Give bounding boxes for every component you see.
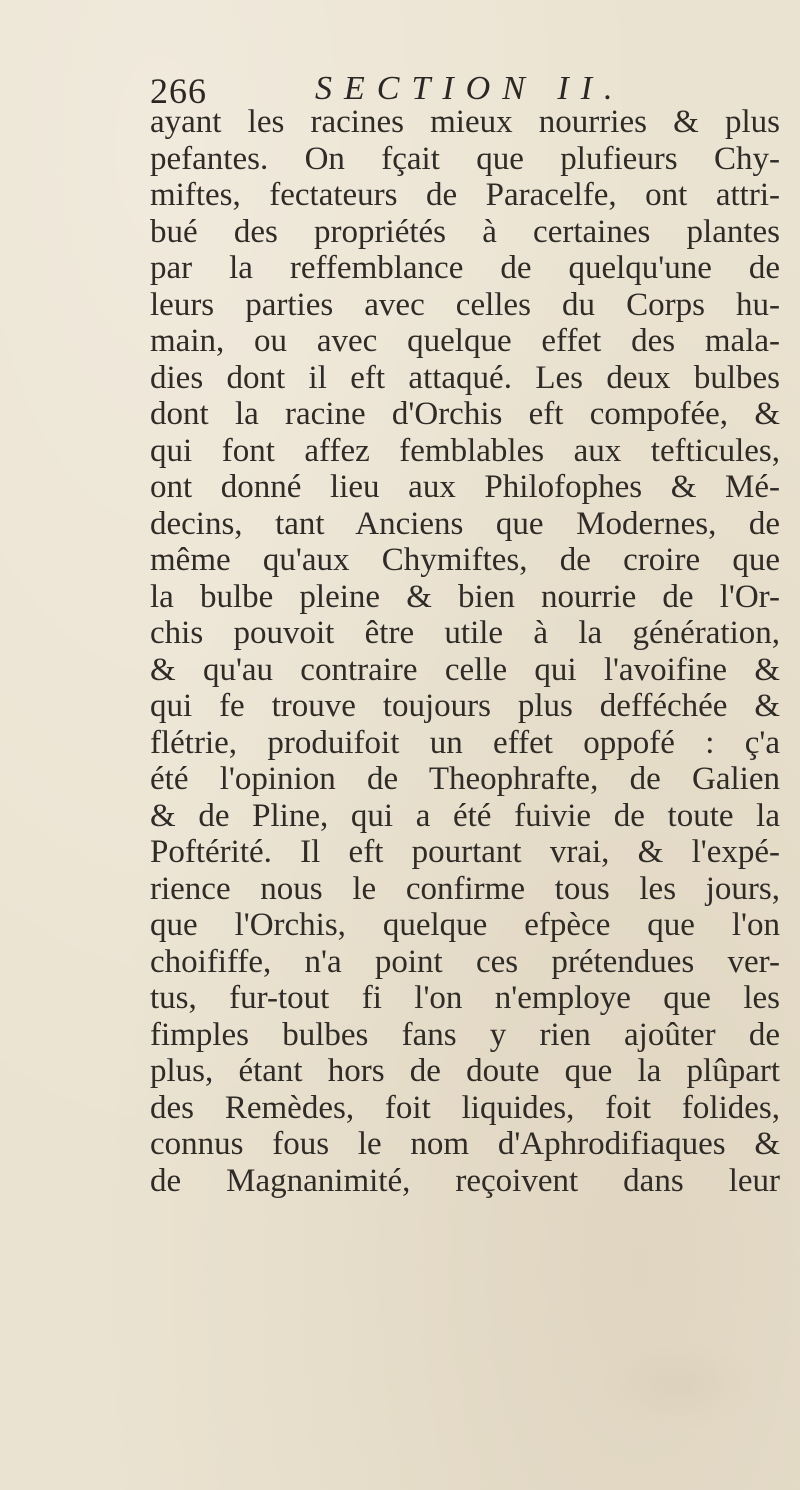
text-line-15: chis pouvoit être utile à la génération, [150, 615, 780, 651]
text-line-8: dies dont il eft attaqué. Les deux bulbes [150, 359, 780, 396]
text-line-6: leurs parties avec celles du Corps hu- [150, 286, 780, 323]
text-line-16: & qu'au contraire celle qui l'avoifine & [150, 651, 780, 688]
text-line-29: connus fous le nom d'Aphrodifiaques & [150, 1126, 780, 1162]
text-line-18: flétrie, produifoit un effet oppofé : ç'a [150, 724, 780, 761]
text-line-11: ont donné lieu aux Philofophes & Mé- [150, 469, 780, 505]
text-line-13: même qu'aux Chymiftes, de croire que [150, 542, 780, 578]
text-line-1: ayant les racines mieux nourries & plus [150, 104, 780, 140]
section-title: SECTION II. [315, 70, 625, 107]
text-line-21: Poftérité. Il eft pourtant vrai, & l'expé- [150, 834, 780, 870]
text-line-23: que l'Orchis, quelque efpèce que l'on [150, 907, 780, 943]
text-line-7: main, ou avec quelque effet des mala- [150, 323, 780, 359]
paper-stain [600, 1340, 760, 1430]
text-line-19: été l'opinion de Theophrafte, de Galien [150, 761, 780, 797]
text-line-9: dont la racine d'Orchis eft compofée, & [150, 396, 780, 432]
body-text [150, 104, 780, 1199]
text-line-25: tus, fur-tout fi l'on n'employe que les [150, 980, 780, 1016]
text-line-2: pefantes. On fçait que plufieurs Chy- [150, 140, 780, 177]
page-number: 266 [150, 71, 207, 111]
text-line-12: decins, tant Anciens que Modernes, de [150, 505, 780, 542]
text-line-24: choififfe, n'a point ces prétendues ver- [150, 943, 780, 980]
text-line-28: des Remèdes, foit liquides, foit folides, [150, 1089, 780, 1126]
text-line-22: rience nous le confirme tous les jours, [150, 870, 780, 907]
text-line-20: & de Pline, qui a été fuivie de toute la [150, 797, 780, 834]
text-line-4: bué des propriétés à certaines plantes [150, 213, 780, 250]
text-line-5: par la reffemblance de quelqu'une de [150, 250, 780, 286]
text-line-30: de Magnanimité, reçoivent dans leur [150, 1162, 780, 1199]
text-line-3: miftes, fectateurs de Paracelfe, ont attri- [150, 177, 780, 213]
text-line-26: fimples bulbes fans y rien ajoûter de [150, 1016, 780, 1053]
text-line-17: qui fe trouve toujours plus defféchée & [150, 688, 780, 724]
text-line-27: plus, étant hors de doute que la plûpart [150, 1053, 780, 1089]
text-line-14: la bulbe pleine & bien nourrie de l'Or- [150, 578, 780, 615]
text-line-10: qui font affez femblables aux tefticules, [150, 432, 780, 469]
